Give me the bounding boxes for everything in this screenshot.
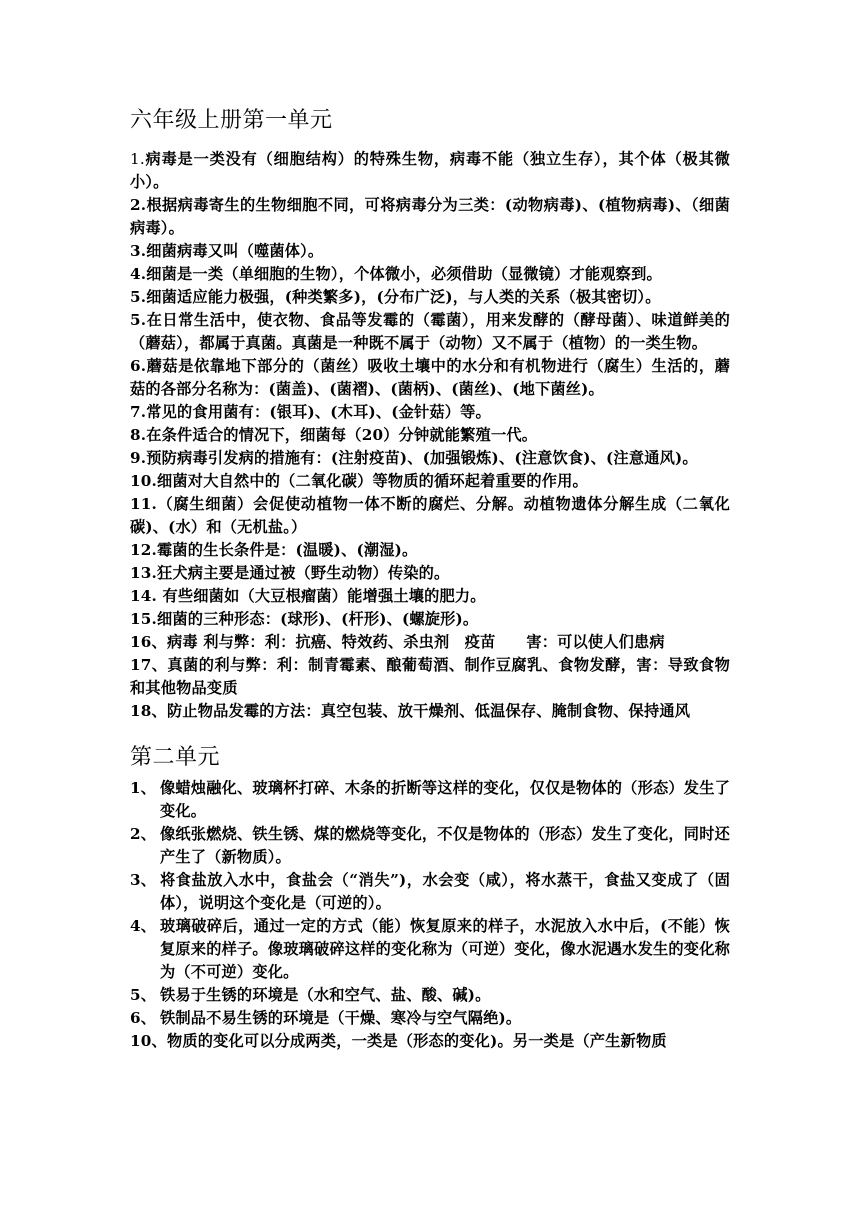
- list-item: 1、 像蜡烛融化、玻璃杯打碎、木条的折断等这样的变化，仅仅是物体的（形态）发生了变化。: [130, 779, 730, 820]
- list-item: 8.在条件适合的情况下，细菌每（20）分钟就能繁殖一代。: [130, 426, 538, 444]
- list-item: 5.在日常生活中，使衣物、食品等发霉的（霉菌），用来发酵的（酵母菌）、味道鲜美的（蘑菇），都属于真菌。真菌是一种既不属于（动物）又不属于（植物）的一类生物。: [130, 311, 730, 352]
- list-item: 4.细菌是一类（单细胞的生物），个体微小，必须借助（显微镜）才能观察到。: [130, 265, 662, 283]
- list-item: 3、 将食盐放入水中，食盐会（“消失”)，水会变（咸），将水蒸干，食盐又变成了（固体），说明这个变化是（可逆的）。: [130, 871, 730, 912]
- list-item: 9.预防病毒引发病的措施有：(注射疫苗)、(加强锻炼)、(注意饮食)、(注意通风)。: [130, 449, 698, 467]
- list-item: 5.细菌适应能力极强，(种类繁多)，(分布广泛)，与人类的关系（极其密切）。: [130, 288, 661, 306]
- unit1-title: 六年级上册第一单元: [130, 108, 333, 133]
- list-item: 13.狂犬病主要是通过被（野生动物）传染的。: [130, 564, 450, 582]
- list-item: 2.根据病毒寄生的生物细胞不同，可将病毒分为三类：(动物病毒)、(植物病毒)、（细菌病毒）。: [130, 196, 730, 237]
- list-item: 15.细菌的三种形态：(球形)、(杆形)、(螺旋形)。: [130, 610, 479, 628]
- unit2-title: 第二单元: [130, 745, 221, 770]
- list-item: 6、 铁制品不易生锈的环境是（干燥、寒冷与空气隔绝)。: [130, 1009, 522, 1027]
- list-item: 17、真菌的利与弊：利：制青霉素、酿葡萄酒、制作豆腐乳、食物发酵，害：导致食物和其他物品变质: [130, 656, 730, 697]
- list-item: 4、 玻璃破碎后，通过一定的方式（能）恢复原来的样子，水泥放入水中后，(不能）恢复原来的样子。像玻璃破碎这样的变化称为（可逆）变化，像水泥遇水发生的变化称为（不可逆）变化。: [130, 917, 730, 981]
- list-item: 11.（腐生细菌）会促使动植物一体不断的腐烂、分解。动植物遗体分解生成（二氧化碳)、(水）和（无机盐。）: [130, 495, 730, 536]
- list-item: 14. 有些细菌如（大豆根瘤菌）能增强土壤的肥力。: [130, 587, 486, 605]
- list-item: 6.蘑菇是依靠地下部分的（菌丝）吸收土壤中的水分和有机物进行（腐生）生活的，蘑菇的各部分名称为：(菌盖)、(菌褶)、(菌柄)、(菌丝)、(地下菌丝)。: [130, 357, 730, 398]
- list-item: 1.病毒是一类没有（细胞结构）的特殊生物，病毒不能（独立生存），其个体（极其微小）。: [130, 150, 730, 191]
- list-item: 5、 铁易于生锈的环境是（水和空气、盐、酸、碱)。: [130, 986, 491, 1004]
- document-content: [130, 104, 730, 1053]
- list-item: 2、 像纸张燃烧、铁生锈、煤的燃烧等变化，不仅是物体的（形态）发生了变化，同时还产生了（新物质）。: [130, 825, 730, 866]
- list-item: 18、防止物品发霉的方法：真空包装、放干燥剂、低温保存、腌制食物、保持通风: [130, 702, 691, 720]
- list-item: 12.霉菌的生长条件是：(温暖)、(潮湿)。: [130, 541, 418, 559]
- list-item: 10、物质的变化可以分成两类，一类是（形态的变化)。另一类是（产生新物质: [130, 1032, 667, 1050]
- list-item: 7.常见的食用菌有：(银耳)、(木耳)、(金针菇）等。: [130, 403, 491, 421]
- list-item: 10.细菌对大自然中的（二氧化碳）等物质的循环起着重要的作用。: [130, 472, 588, 490]
- list-item: 3.细菌病毒又叫（噬菌体）。: [130, 242, 324, 260]
- list-item: 16、病毒 利与弊：利：抗癌、特效药、杀虫剂 疫苗 害：可以使人们患病: [130, 633, 665, 651]
